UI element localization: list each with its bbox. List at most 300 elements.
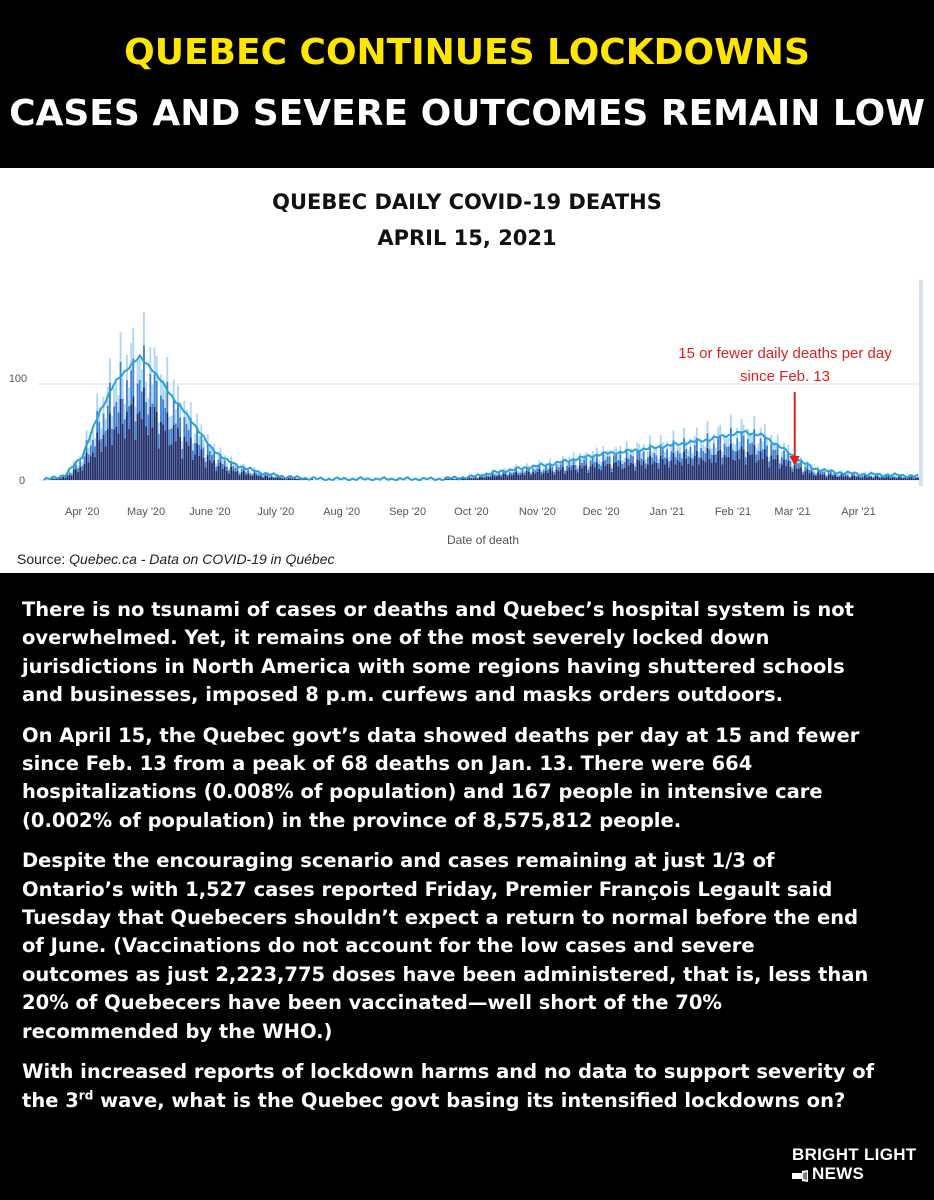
bar-day-269-seg-2	[615, 447, 617, 454]
bar-day-256-seg-2	[587, 467, 589, 470]
bar-day-218-seg-1	[507, 475, 509, 477]
bar-day-256-seg-1	[587, 470, 589, 473]
bar-day-374-seg-2	[838, 474, 840, 475]
bar-day-92-seg-0	[239, 475, 241, 480]
bar-day-316-seg-2	[715, 448, 717, 454]
bar-day-279-seg-2	[636, 443, 638, 450]
bar-day-385-seg-0	[862, 477, 864, 480]
bar-day-273-seg-1	[624, 462, 626, 468]
bar-day-16-seg-0	[77, 472, 79, 480]
bar-day-306-seg-0	[694, 456, 696, 480]
bar-day-246-seg-1	[566, 466, 568, 470]
bar-day-389-seg-0	[870, 477, 872, 480]
bar-day-282-seg-0	[643, 460, 645, 480]
bar-day-366-seg-1	[821, 472, 823, 475]
bar-day-96-seg-0	[247, 473, 249, 480]
bar-day-26-seg-0	[98, 440, 100, 480]
bar-day-21-seg-1	[88, 455, 90, 463]
bar-day-57-seg-0	[164, 430, 166, 480]
flashlight-icon	[792, 1170, 812, 1182]
bar-day-292-seg-1	[664, 457, 666, 464]
x-tick-label: Aug '20	[323, 506, 361, 518]
bar-day-17-seg-0	[79, 467, 81, 480]
bar-day-116-seg-0	[290, 478, 292, 480]
bar-day-103-seg-0	[262, 478, 264, 480]
bar-day-240-seg-1	[553, 472, 555, 474]
bar-day-61-seg-1	[173, 400, 175, 425]
bar-day-215-seg-2	[500, 474, 502, 475]
bar-day-96-seg-1	[247, 470, 249, 473]
bar-day-349-seg-0	[785, 466, 787, 480]
bar-day-403-seg-0	[900, 477, 902, 480]
bar-day-246-seg-2	[566, 462, 568, 466]
bar-day-108-seg-1	[273, 477, 275, 478]
bar-day-107-seg-0	[271, 477, 273, 480]
bar-day-201-seg-1	[471, 477, 473, 478]
bar-day-224-seg-0	[519, 475, 521, 480]
bar-day-70-seg-1	[192, 451, 194, 460]
bar-day-251-seg-0	[577, 473, 579, 480]
bar-day-59-seg-1	[169, 429, 171, 445]
bar-day-307-seg-2	[696, 427, 698, 438]
bar-day-381-seg-0	[853, 476, 855, 480]
bar-day-65-seg-0	[181, 459, 183, 480]
bar-day-364-seg-2	[817, 466, 819, 469]
bar-day-355-seg-0	[798, 468, 800, 480]
bar-day-389-seg-1	[870, 476, 872, 477]
bar-day-220-seg-1	[511, 473, 513, 475]
bar-day-118-seg-0	[294, 479, 296, 480]
bar-day-407-seg-0	[909, 477, 911, 480]
bar-day-29-seg-2	[105, 419, 107, 431]
bar-day-278-seg-2	[634, 463, 636, 466]
bar-day-76-seg-0	[205, 467, 207, 480]
bar-day-32-seg-1	[111, 429, 113, 445]
bar-day-389-seg-2	[870, 475, 872, 476]
bar-day-46-seg-2	[141, 369, 143, 391]
bar-day-75-seg-2	[203, 439, 205, 447]
bar-day-297-seg-1	[675, 457, 677, 464]
x-tick-label: Mar '21	[774, 506, 811, 518]
bar-day-9-seg-0	[62, 477, 64, 480]
bar-day-321-seg-0	[726, 457, 728, 480]
bar-day-203-seg-0	[475, 478, 477, 480]
bar-day-399-seg-0	[892, 477, 894, 480]
bar-day-248-seg-0	[570, 470, 572, 480]
bar-day-348-seg-1	[783, 450, 785, 459]
bar-day-270-seg-1	[617, 460, 619, 466]
bar-day-344-seg-1	[775, 450, 777, 459]
logo-word-news: NEWS	[812, 1164, 865, 1183]
bar-day-13-seg-0	[71, 476, 73, 480]
bar-day-310-seg-1	[702, 451, 704, 460]
bar-day-330-seg-0	[745, 464, 747, 480]
bar-day-88-seg-2	[230, 456, 232, 461]
bar-day-370-seg-1	[830, 471, 832, 474]
bar-day-311-seg-0	[704, 462, 706, 480]
bar-day-27-seg-0	[101, 452, 103, 480]
bar-day-105-seg-0	[266, 476, 268, 480]
bar-day-336-seg-2	[758, 443, 760, 450]
bar-day-97-seg-1	[249, 473, 251, 475]
bar-day-335-seg-1	[755, 454, 757, 462]
paragraph-3: Despite the encouraging scenario and cases remaining at just 1/3 of Ontario’s with 1,527 cases reported Friday, Premier François Legault said Tuesday that Quebecers shouldn’t expect a return to normal before the end of June. (Vaccinations do not account for the low cases and severe outcomes as just 2,223,775 doses have been administered, that is, less than 20% of Quebecers have been vaccinated—well short of the 70% recommended by the WHO.)	[22, 849, 869, 1043]
bar-day-287-seg-1	[653, 453, 655, 461]
bar-day-59-seg-2	[169, 417, 171, 430]
bar-day-36-seg-2	[120, 332, 122, 362]
bar-day-400-seg-1	[894, 476, 896, 477]
bar-day-26-seg-1	[98, 422, 100, 440]
bar-day-332-seg-2	[749, 434, 751, 443]
bar-day-251-seg-2	[577, 466, 579, 469]
bar-day-243-seg-1	[560, 464, 562, 469]
bar-day-352-seg-2	[792, 465, 794, 468]
bar-day-387-seg-0	[866, 477, 868, 480]
bar-day-63-seg-2	[177, 386, 179, 405]
bar-day-259-seg-2	[594, 457, 596, 462]
bar-day-13-seg-2	[71, 472, 73, 474]
bar-day-235-seg-1	[543, 470, 545, 473]
bar-day-299-seg-2	[679, 447, 681, 454]
bar-day-18-seg-2	[81, 462, 83, 466]
bar-day-44-seg-0	[137, 414, 139, 480]
paragraph-4	[22, 1058, 917, 1115]
bar-day-342-seg-0	[770, 455, 772, 480]
paragraph-1: There is no tsunami of cases or deaths and Quebec’s hospital system is not overwhelmed. Yet, it remains one of the most severely locked down jurisdictions in North America with some regions having shuttered schools and businesses, imposed 8 p.m. curfews and masks orders outdoors.	[22, 598, 854, 707]
bar-day-375-seg-0	[841, 474, 843, 480]
bar-day-267-seg-1	[611, 468, 613, 472]
bar-day-362-seg-1	[813, 472, 815, 474]
bar-day-316-seg-1	[715, 454, 717, 462]
bar-day-363-seg-2	[815, 473, 817, 474]
bar-day-316-seg-0	[715, 462, 717, 480]
bar-day-98-seg-1	[251, 474, 253, 476]
bar-day-379-seg-1	[849, 477, 851, 478]
bar-day-356-seg-0	[800, 468, 802, 480]
bar-day-38-seg-0	[124, 438, 126, 480]
bar-day-360-seg-0	[809, 473, 811, 480]
bar-day-213-seg-2	[496, 473, 498, 474]
bar-day-400-seg-0	[894, 477, 896, 480]
bar-day-329-seg-2	[743, 424, 745, 435]
bar-day-341-seg-2	[768, 457, 770, 462]
bar-day-67-seg-0	[186, 441, 188, 480]
bar-day-67-seg-1	[186, 424, 188, 442]
bar-day-21-seg-2	[88, 448, 90, 454]
bar-day-92-seg-1	[239, 473, 241, 475]
bar-day-400-seg-2	[894, 475, 896, 476]
bar-day-333-seg-0	[751, 454, 753, 480]
bar-day-326-seg-1	[736, 438, 738, 451]
bar-day-302-seg-0	[685, 459, 687, 480]
bar-day-331-seg-1	[747, 439, 749, 452]
bar-day-38-seg-2	[124, 404, 126, 419]
bar-day-57-seg-1	[164, 408, 166, 431]
bar-day-17-seg-1	[79, 461, 81, 467]
bar-day-226-seg-1	[524, 472, 526, 474]
bar-day-388-seg-0	[868, 477, 870, 480]
x-tick-label: May '20	[127, 506, 166, 518]
bar-day-390-seg-1	[872, 477, 874, 478]
bar-day-357-seg-0	[802, 475, 804, 480]
bar-day-238-seg-2	[549, 459, 551, 463]
bar-day-23-seg-0	[92, 453, 94, 480]
bar-day-245-seg-1	[564, 471, 566, 474]
bar-day-23-seg-1	[92, 440, 94, 452]
bar-day-12-seg-0	[69, 475, 71, 480]
bar-day-73-seg-1	[198, 445, 200, 456]
bar-day-386-seg-0	[864, 476, 866, 480]
bar-day-106-seg-0	[269, 478, 271, 480]
bar-day-54-seg-0	[158, 448, 160, 480]
bar-day-224-seg-2	[519, 470, 521, 472]
bar-day-242-seg-2	[558, 464, 560, 467]
bar-day-91-seg-0	[237, 471, 239, 480]
bar-day-404-seg-1	[902, 477, 904, 478]
bar-day-81-seg-0	[215, 471, 217, 480]
bar-day-349-seg-1	[785, 459, 787, 465]
bar-day-217-seg-2	[505, 468, 507, 470]
bar-day-390-seg-0	[872, 478, 874, 480]
bar-day-22-seg-1	[90, 445, 92, 456]
bar-day-55-seg-1	[160, 396, 162, 422]
bar-day-232-seg-1	[536, 468, 538, 472]
bar-day-101-seg-1	[258, 474, 260, 476]
bar-day-87-seg-0	[228, 473, 230, 480]
bar-day-42-seg-0	[132, 397, 134, 480]
bar-day-329-seg-1	[743, 436, 745, 450]
bar-day-31-seg-0	[109, 413, 111, 480]
paragraph-4-superscript: rd	[78, 1088, 94, 1102]
bar-day-34-seg-2	[115, 383, 117, 402]
bar-day-87-seg-2	[228, 468, 230, 470]
bar-day-354-seg-0	[796, 468, 798, 480]
bar-day-93-seg-1	[241, 468, 243, 472]
bar-day-315-seg-1	[713, 443, 715, 454]
bar-day-81-seg-1	[215, 467, 217, 471]
bar-day-272-seg-2	[622, 460, 624, 464]
bar-day-338-seg-0	[762, 459, 764, 480]
bar-day-375-seg-2	[841, 470, 843, 472]
bar-day-227-seg-2	[526, 463, 528, 466]
x-tick-label: Dec '20	[582, 506, 620, 518]
bar-day-119-seg-0	[296, 479, 298, 480]
bar-day-350-seg-0	[787, 461, 789, 480]
bar-day-212-seg-0	[494, 476, 496, 480]
bar-day-213-seg-1	[496, 475, 498, 477]
bar-day-50-seg-1	[149, 374, 151, 407]
bar-day-251-seg-1	[577, 469, 579, 472]
bar-day-51-seg-0	[152, 427, 154, 480]
bar-day-14-seg-0	[73, 469, 75, 480]
bar-day-24-seg-1	[94, 446, 96, 457]
bar-day-337-seg-0	[760, 451, 762, 480]
bar-day-245-seg-2	[564, 469, 566, 471]
bar-day-295-seg-0	[670, 460, 672, 480]
paragraph-2: On April 15, the Quebec govt’s data showed deaths per day at 15 and fewer since Feb. 13 from a peak of 68 deaths on Jan. 13. There were 664 hospitalizations (0.008% of population) and 167 people in intensive care (0.002% of population) in the province of 8,575,812 people.	[22, 723, 860, 832]
bar-day-240-seg-0	[553, 475, 555, 480]
bar-day-35-seg-1	[118, 412, 120, 433]
bar-day-281-seg-0	[641, 465, 643, 480]
bar-day-372-seg-0	[834, 475, 836, 480]
bar-day-295-seg-1	[670, 451, 672, 460]
bar-day-318-seg-2	[719, 425, 721, 436]
bar-day-28-seg-1	[103, 414, 105, 435]
bar-day-367-seg-1	[824, 471, 826, 474]
bar-day-358-seg-1	[804, 467, 806, 471]
bar-day-201-seg-0	[471, 478, 473, 480]
bar-day-315-seg-0	[713, 455, 715, 480]
bar-day-374-seg-0	[838, 477, 840, 480]
bar-day-325-seg-1	[734, 451, 736, 460]
bar-day-322-seg-0	[728, 457, 730, 480]
bar-day-86-seg-2	[226, 463, 228, 466]
bar-day-275-seg-1	[628, 458, 630, 465]
bar-day-59-seg-0	[169, 445, 171, 480]
bar-day-264-seg-2	[604, 455, 606, 460]
bar-day-58-seg-1	[166, 382, 168, 413]
bar-day-82-seg-2	[217, 455, 219, 460]
bar-day-24-seg-2	[94, 438, 96, 446]
bar-day-63-seg-1	[177, 404, 179, 428]
bar-day-264-seg-1	[604, 460, 606, 466]
bar-day-277-seg-1	[632, 456, 634, 463]
bar-day-300-seg-1	[681, 459, 683, 466]
bar-day-47-seg-0	[143, 387, 145, 480]
bar-day-294-seg-1	[668, 461, 670, 467]
bar-day-89-seg-0	[232, 470, 234, 480]
bar-day-39-seg-1	[126, 380, 128, 411]
bar-day-299-seg-1	[679, 454, 681, 462]
bar-day-41-seg-1	[130, 370, 132, 404]
bar-day-299-seg-0	[679, 462, 681, 480]
bar-day-99-seg-2	[254, 467, 256, 470]
bar-day-20-seg-2	[86, 430, 88, 440]
bar-day-278-seg-1	[634, 466, 636, 470]
x-axis-label: Date of death	[446, 533, 520, 547]
bar-day-314-seg-1	[711, 455, 713, 463]
bar-day-359-seg-0	[807, 470, 809, 480]
bar-day-344-seg-0	[775, 459, 777, 480]
bar-day-250-seg-1	[575, 465, 577, 470]
bar-day-300-seg-0	[681, 465, 683, 480]
bar-day-370-seg-0	[830, 474, 832, 480]
bar-day-16-seg-1	[77, 468, 79, 472]
bar-day-312-seg-0	[707, 448, 709, 480]
bar-day-255-seg-0	[585, 465, 587, 480]
bar-day-309-seg-1	[700, 448, 702, 458]
bar-day-293-seg-0	[666, 459, 668, 480]
bar-day-220-seg-2	[511, 471, 513, 473]
bar-day-306-seg-1	[694, 445, 696, 456]
bar-day-253-seg-0	[581, 468, 583, 480]
bar-day-377-seg-0	[845, 476, 847, 480]
bar-day-349-seg-2	[785, 454, 787, 459]
bar-day-110-seg-2	[277, 474, 279, 475]
bar-day-70-seg-2	[192, 443, 194, 450]
bar-day-288-seg-0	[656, 463, 658, 480]
bar-day-225-seg-0	[522, 473, 524, 480]
bar-day-13-seg-1	[71, 474, 73, 476]
bar-day-313-seg-0	[709, 459, 711, 480]
bar-day-68-seg-1	[188, 430, 190, 446]
bar-day-284-seg-0	[647, 464, 649, 480]
bar-day-297-seg-2	[675, 451, 677, 457]
chart-title: QUEBEC DAILY COVID-19 DEATHS	[272, 190, 662, 214]
bar-day-345-seg-2	[777, 434, 779, 443]
bar-day-237-seg-2	[547, 467, 549, 470]
bar-day-53-seg-1	[156, 381, 158, 412]
bar-day-272-seg-0	[622, 469, 624, 480]
bar-day-252-seg-0	[579, 465, 581, 480]
bar-day-82-seg-0	[217, 466, 219, 480]
right-edge-band	[919, 280, 923, 486]
bar-day-304-seg-0	[690, 457, 692, 480]
bar-day-322-seg-2	[728, 438, 730, 446]
bar-day-321-seg-2	[726, 438, 728, 446]
bar-day-49-seg-2	[147, 398, 149, 414]
bar-day-263-seg-0	[602, 461, 604, 480]
bar-day-39-seg-2	[126, 355, 128, 380]
bar-day-379-seg-0	[849, 478, 851, 480]
bar-day-335-seg-0	[755, 462, 757, 480]
bar-day-286-seg-1	[651, 457, 653, 464]
bar-day-257-seg-1	[590, 460, 592, 466]
bar-day-58-seg-0	[166, 412, 168, 480]
bar-day-346-seg-1	[779, 463, 781, 468]
bar-day-267-seg-0	[611, 472, 613, 480]
bar-day-95-seg-1	[245, 472, 247, 474]
bar-day-362-seg-2	[813, 471, 815, 473]
bar-day-63-seg-0	[177, 428, 179, 480]
bar-day-348-seg-0	[783, 460, 785, 480]
bar-day-247-seg-0	[568, 468, 570, 481]
bar-day-10-seg-0	[64, 478, 66, 480]
bar-day-27-seg-1	[101, 439, 103, 452]
bar-day-260-seg-0	[596, 462, 598, 480]
bar-day-268-seg-1	[613, 455, 615, 463]
bar-day-231-seg-1	[534, 470, 536, 473]
bar-day-369-seg-0	[828, 475, 830, 480]
bar-day-16-seg-2	[77, 465, 79, 468]
bar-day-364-seg-0	[817, 472, 819, 480]
bar-day-80-seg-0	[213, 460, 215, 480]
bar-day-60-seg-0	[171, 444, 173, 480]
bar-day-352-seg-0	[792, 472, 794, 480]
bar-day-391-seg-0	[875, 476, 877, 480]
bar-day-69-seg-0	[190, 437, 192, 480]
bar-day-32-seg-2	[111, 416, 113, 429]
bar-day-242-seg-0	[558, 471, 560, 480]
bar-day-327-seg-2	[738, 442, 740, 450]
bar-day-210-seg-0	[490, 477, 492, 480]
bar-day-231-seg-2	[534, 468, 536, 470]
bar-day-343-seg-1	[772, 450, 774, 459]
bar-day-71-seg-0	[194, 454, 196, 480]
bar-day-215-seg-0	[500, 477, 502, 480]
bar-day-211-seg-0	[492, 474, 494, 480]
bar-day-256-seg-0	[587, 473, 589, 480]
bar-day-51-seg-1	[152, 404, 154, 428]
bar-day-79-seg-1	[211, 455, 213, 463]
bar-day-229-seg-0	[530, 475, 532, 480]
bar-day-365-seg-0	[819, 474, 821, 480]
bar-day-380-seg-0	[851, 476, 853, 480]
bar-day-230-seg-0	[532, 472, 534, 480]
logo-line-1: BRIGHT LIGHT	[792, 1145, 917, 1164]
bar-day-276-seg-0	[630, 463, 632, 480]
bar-day-325-seg-2	[734, 444, 736, 451]
